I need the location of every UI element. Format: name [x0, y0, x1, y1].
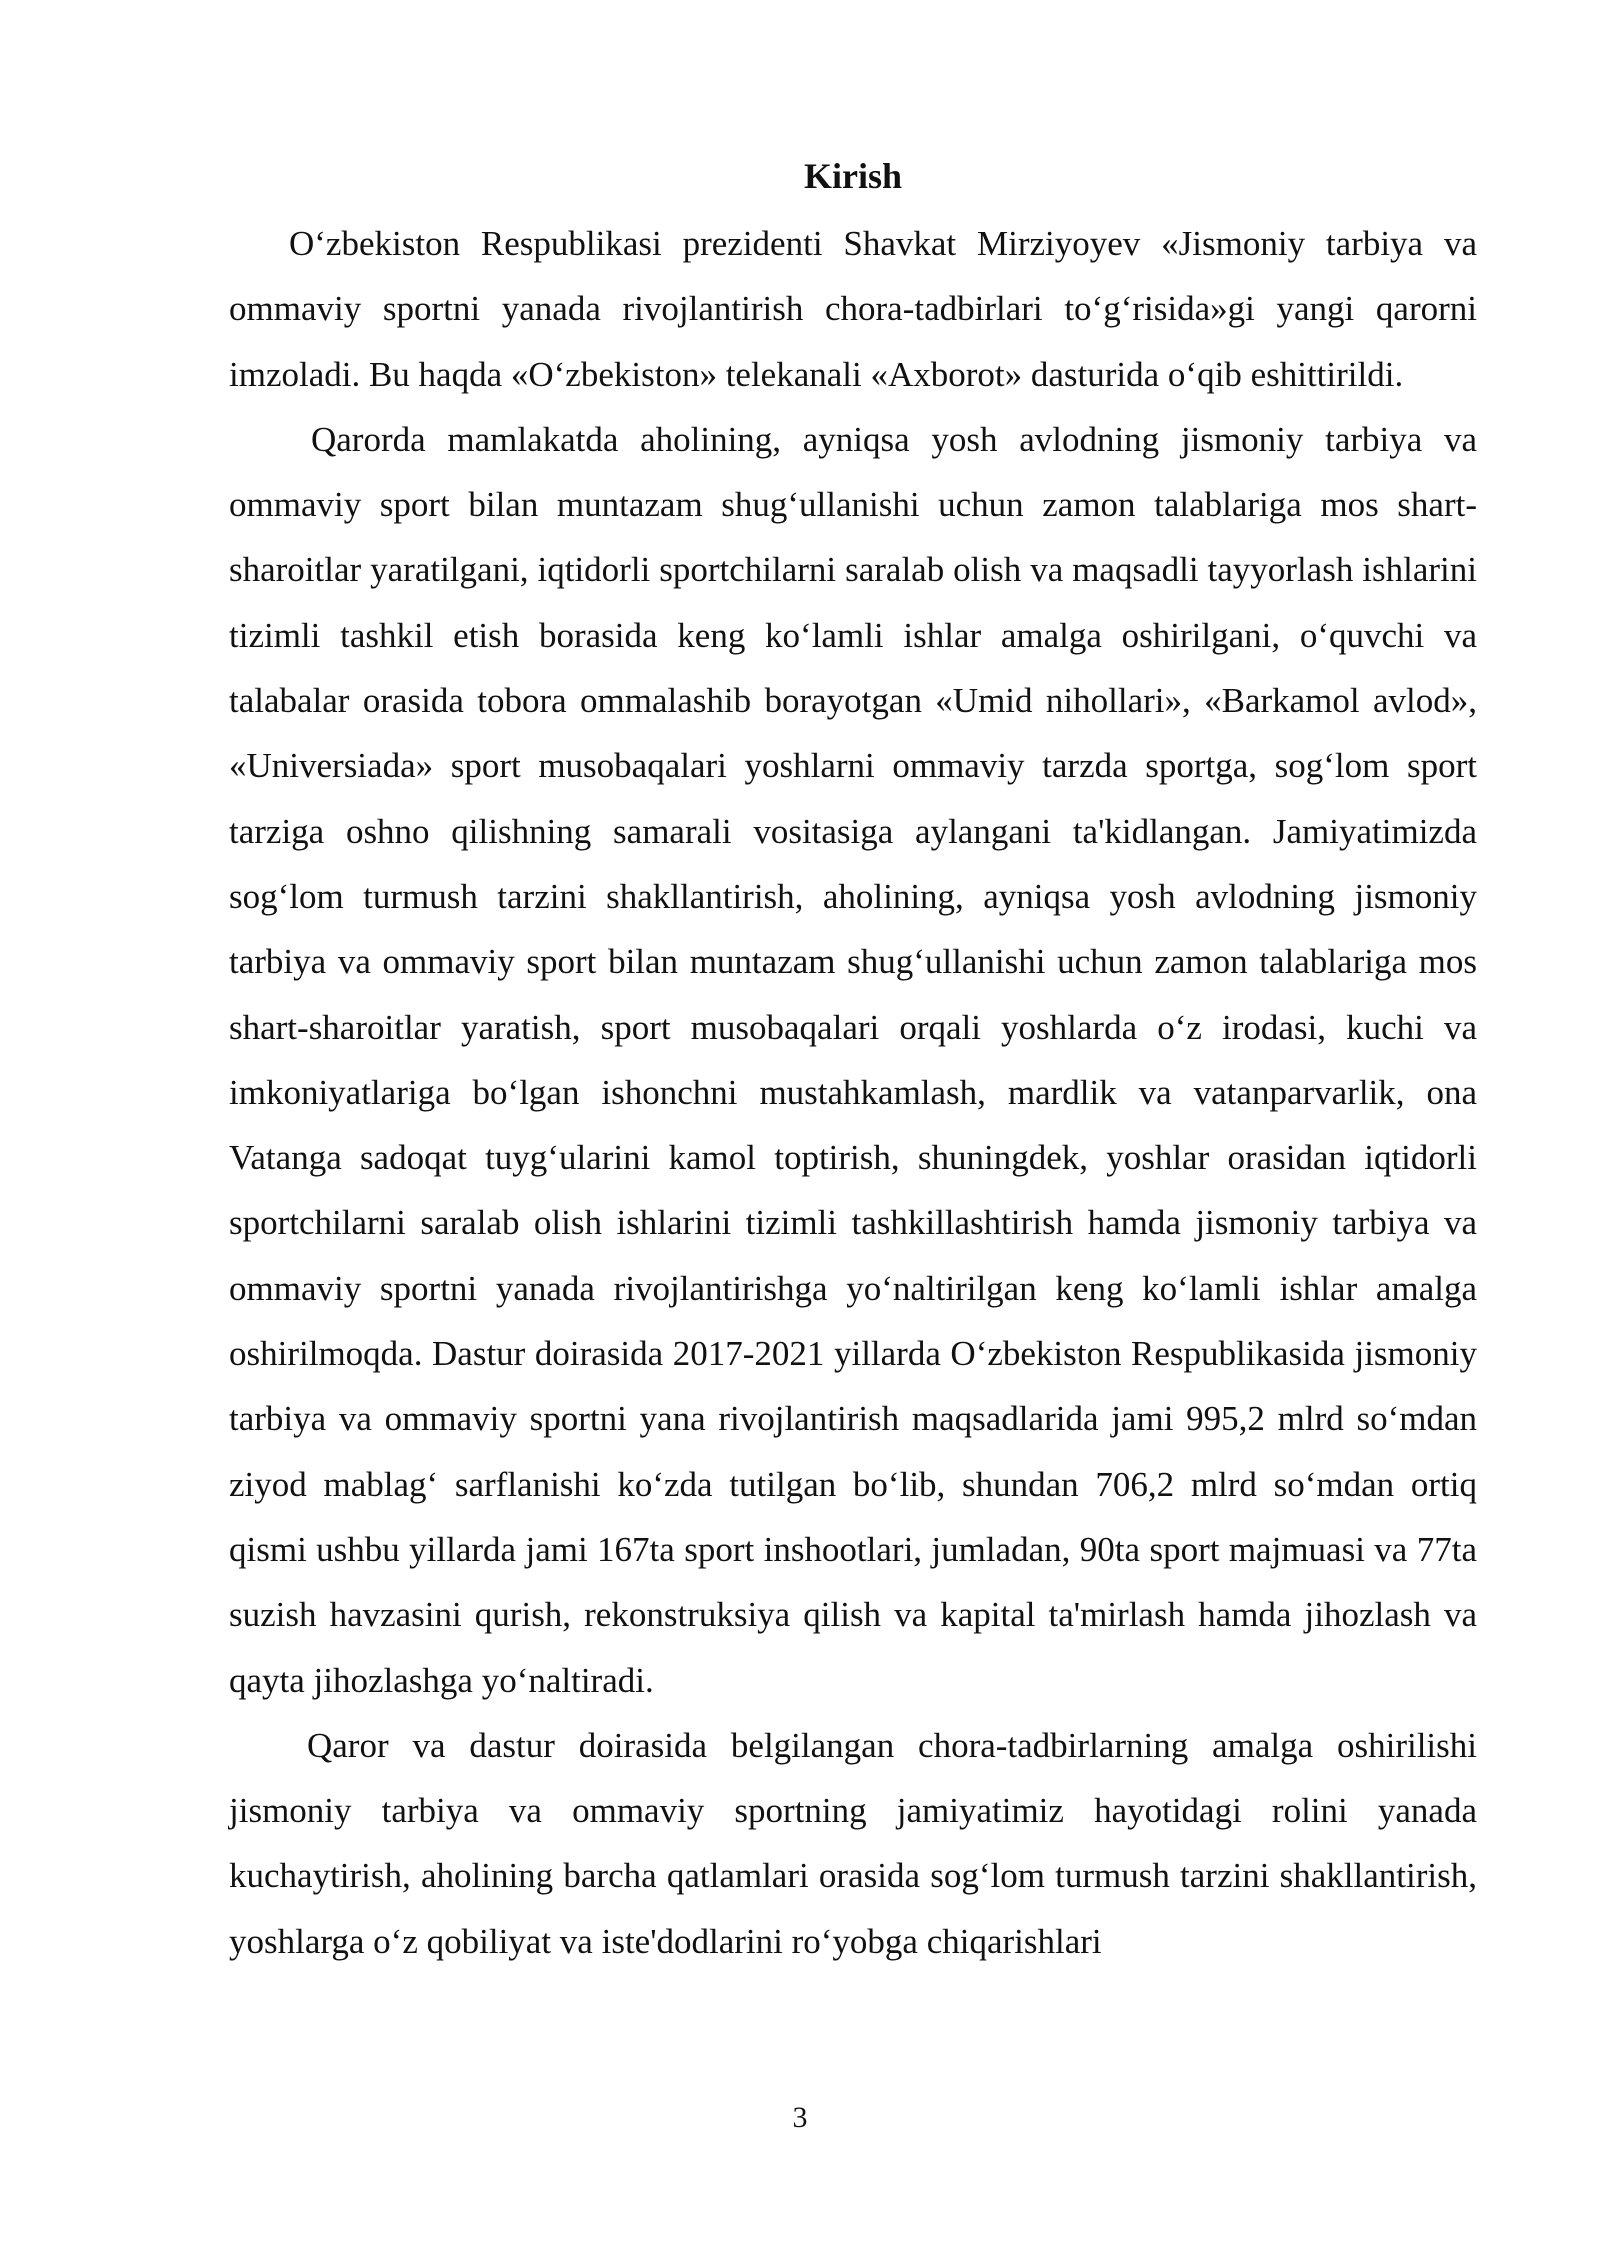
paragraph-resolution: Qarorda mamlakatda aholining, ayniqsa yosh avlodning jismoniy tarbiya va ommaviy sport bilan muntazam shug‘ullanishi uchun zamon talablariga mos shart-sharoitlar yaratilgani, iqtidorli sportchilarni saralab olish va maqsadli tayyorlash ishlarini tizimli tashkil etish borasida keng ko‘lamli ishlar amalga oshirilgani, o‘quvchi va talabalar orasida tobora ommalashib borayotgan «Umid nihollari», «Barkamol avlod», «Universiada» sport musobaqalari yoshlarni ommaviy tarzda sportga, sog‘lom sport tarziga oshno qilishning samarali vositasiga aylangani ta'kidlangan. Jamiyatimizda sog‘lom turmush tarzini shakllantirish, aholining, ayniqsa yosh avlodning jismoniy tarbiya va ommaviy sport bilan muntazam shug‘ullanishi uchun zamon talablariga mos shart-sharoitlar yaratish, sport musobaqalari orqali yoshlarda o‘z irodasi, kuchi va imkoniyatlariga bo‘lgan ishonchni mustahkamlash, mardlik va vatanparvarlik, ona Vatanga sadoqat tuyg‘ularini kamol toptirish, shuningdek, yoshlar orasidan iqtidorli sportchilarni saralab olish ishlarini tizimli tashkillashtirish hamda jismoniy tarbiya va ommaviy sportni yanada rivojlantirishga yo‘naltirilgan keng ko‘lamli ishlar amalga oshirilmoqda. Dastur doirasida 2017-2021 yillarda O‘zbekiston Respublikasida jismoniy tarbiya va ommaviy sportni yana rivojlantirish maqsadlarida jami 995,2 mlrd so‘mdan ziyod mablag‘ sarflanishi ko‘zda tutilgan bo‘lib, shundan 706,2 mlrd so‘mdan ortiq qismi ushbu yillarda jami 167ta sport inshootlari, jumladan, 90ta sport majmuasi va 77ta suzish havzasini qurish, rekonstruksiya qilish va kapital ta'mirlash hamda jihozlash va qayta jihozlashga yo‘naltiradi.	[229, 419, 1477, 1700]
page-number: 3	[792, 2101, 808, 2134]
section-title: Kirish	[803, 156, 902, 196]
paragraph-implementation: Qaror va dastur doirasida belgilangan chora-tadbirlarning amalga oshirilishi jismoniy tarbiya va ommaviy sportning jamiyatimiz hayotidagi rolini yanada kuchaytirish, aholining barcha qatlamlari orasida sog‘lom turmush tarzini shakllantirish, yoshlarga o‘z qobiliyat va iste'dodlarini ro‘yobga chiqarishlari	[229, 1725, 1477, 1961]
paragraph-intro: O‘zbekiston Respublikasi prezidenti Shavkat Mirziyoyev «Jismoniy tarbiya va ommaviy sportni yanada rivojlantirish chora-tadbirlari to‘g‘risida»gi yangi qarorni imzoladi. Bu haqda «O‘zbekiston» telekanali «Axborot» dasturida o‘qib eshittirildi.	[229, 224, 1477, 394]
page-content	[229, 146, 1477, 1974]
